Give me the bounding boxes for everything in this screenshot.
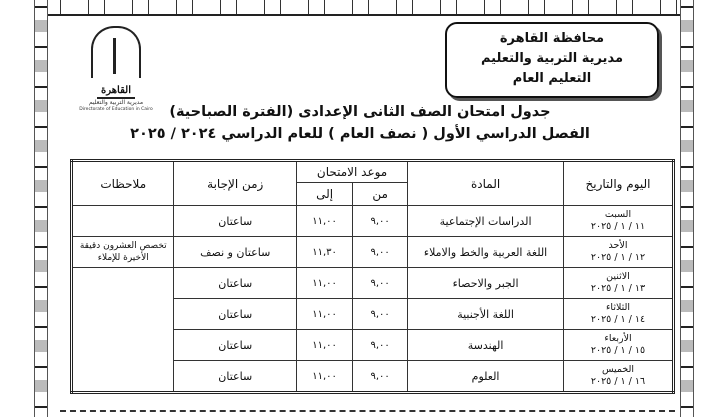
notes-cell: تخصص العشرون دقيقة الأخيرة للإملاء <box>72 237 174 268</box>
subject-cell: الهندسة <box>408 330 564 361</box>
exam-schedule-table <box>70 159 675 394</box>
table-row <box>72 206 674 237</box>
header-department: التعليم العام <box>512 71 592 86</box>
header-duration: زمن الإجابة <box>174 161 297 206</box>
from-cell: ٩,٠٠ <box>353 206 408 237</box>
date: ١١ / ١ / ٢٠٢٥ <box>590 221 646 232</box>
date: ١٣ / ١ / ٢٠٢٥ <box>590 283 646 294</box>
logo-subtitle: مديرية التربية والتعليم <box>88 99 144 106</box>
header-directorate: مديرية التربية والتعليم <box>480 51 624 66</box>
day-name: الأربعاء <box>604 333 632 344</box>
notes-cell <box>72 206 174 237</box>
subject-cell: اللغة العربية والخط والاملاء <box>408 237 564 268</box>
table-row <box>72 237 674 268</box>
title-line-1: جدول امتحان الصف الثانى الإعدادى (الفترة الصباحية) <box>169 104 551 120</box>
to-cell: ١١,٠٠ <box>297 268 353 299</box>
to-cell: ١١,٠٠ <box>297 299 353 330</box>
date: ١٥ / ١ / ٢٠٢٥ <box>590 345 646 356</box>
duration-cell: ساعتان <box>174 299 297 330</box>
from-cell: ٩,٠٠ <box>353 237 408 268</box>
day-name: الاثنين <box>606 271 630 282</box>
header-to: إلى <box>297 183 353 206</box>
duration-cell: ساعتان <box>174 206 297 237</box>
header-governorate: محافظة القاهرة <box>499 31 605 46</box>
date: ١٢ / ١ / ٢٠٢٥ <box>590 252 646 263</box>
subject-cell: الجبر والاحصاء <box>408 268 564 299</box>
header-subject: المادة <box>408 161 564 206</box>
date: ١٦ / ١ / ٢٠٢٥ <box>590 376 646 387</box>
day-date-cell <box>564 206 674 237</box>
from-cell: ٩,٠٠ <box>353 268 408 299</box>
day-name: السبت <box>604 209 632 220</box>
page-title <box>120 101 600 145</box>
subject-cell: الدراسات الإجتماعية <box>408 206 564 237</box>
day-name: الثلاثاء <box>605 302 631 313</box>
day-date-cell <box>564 299 674 330</box>
cairo-directorate-logo <box>76 26 156 112</box>
from-cell: ٩,٠٠ <box>353 361 408 393</box>
decorative-border-right <box>680 0 694 417</box>
day-date-cell <box>564 268 674 299</box>
header-from: من <box>353 183 408 206</box>
header-box <box>445 22 659 98</box>
duration-cell: ساعتان <box>174 268 297 299</box>
title-line-2: الفصل الدراسي الأول ( نصف العام ) للعام الدراسي ٢٠٢٤ / ٢٠٢٥ <box>130 126 590 142</box>
decorative-border-left <box>34 0 48 417</box>
day-name: الخميس <box>601 364 635 375</box>
to-cell: ١١,٠٠ <box>297 361 353 393</box>
header-exam-time: موعد الامتحان <box>297 161 408 183</box>
subject-cell: العلوم <box>408 361 564 393</box>
dashed-divider <box>60 410 675 412</box>
header-day-date: اليوم والتاريخ <box>564 161 674 206</box>
day-date-cell <box>564 361 674 393</box>
day-date-cell <box>564 330 674 361</box>
from-cell: ٩,٠٠ <box>353 330 408 361</box>
duration-cell: ساعتان و نصف <box>174 237 297 268</box>
to-cell: ١١,٣٠ <box>297 237 353 268</box>
subject-cell: اللغة الأجنبية <box>408 299 564 330</box>
logo-name: القاهرة <box>97 85 135 99</box>
header-notes: ملاحظات <box>72 161 174 206</box>
from-cell: ٩,٠٠ <box>353 299 408 330</box>
duration-cell: ساعتان <box>174 361 297 393</box>
logo-english: Directorate of Education in Cairo <box>79 107 153 112</box>
to-cell: ١١,٠٠ <box>297 330 353 361</box>
day-date-cell <box>564 237 674 268</box>
arch-emblem-icon <box>91 26 141 78</box>
day-name: الأحد <box>608 240 628 251</box>
to-cell: ١١,٠٠ <box>297 206 353 237</box>
decorative-border-top <box>40 0 690 16</box>
table-row <box>72 268 674 299</box>
notes-cell-merged <box>72 268 174 393</box>
date: ١٤ / ١ / ٢٠٢٥ <box>590 314 646 325</box>
duration-cell: ساعتان <box>174 330 297 361</box>
